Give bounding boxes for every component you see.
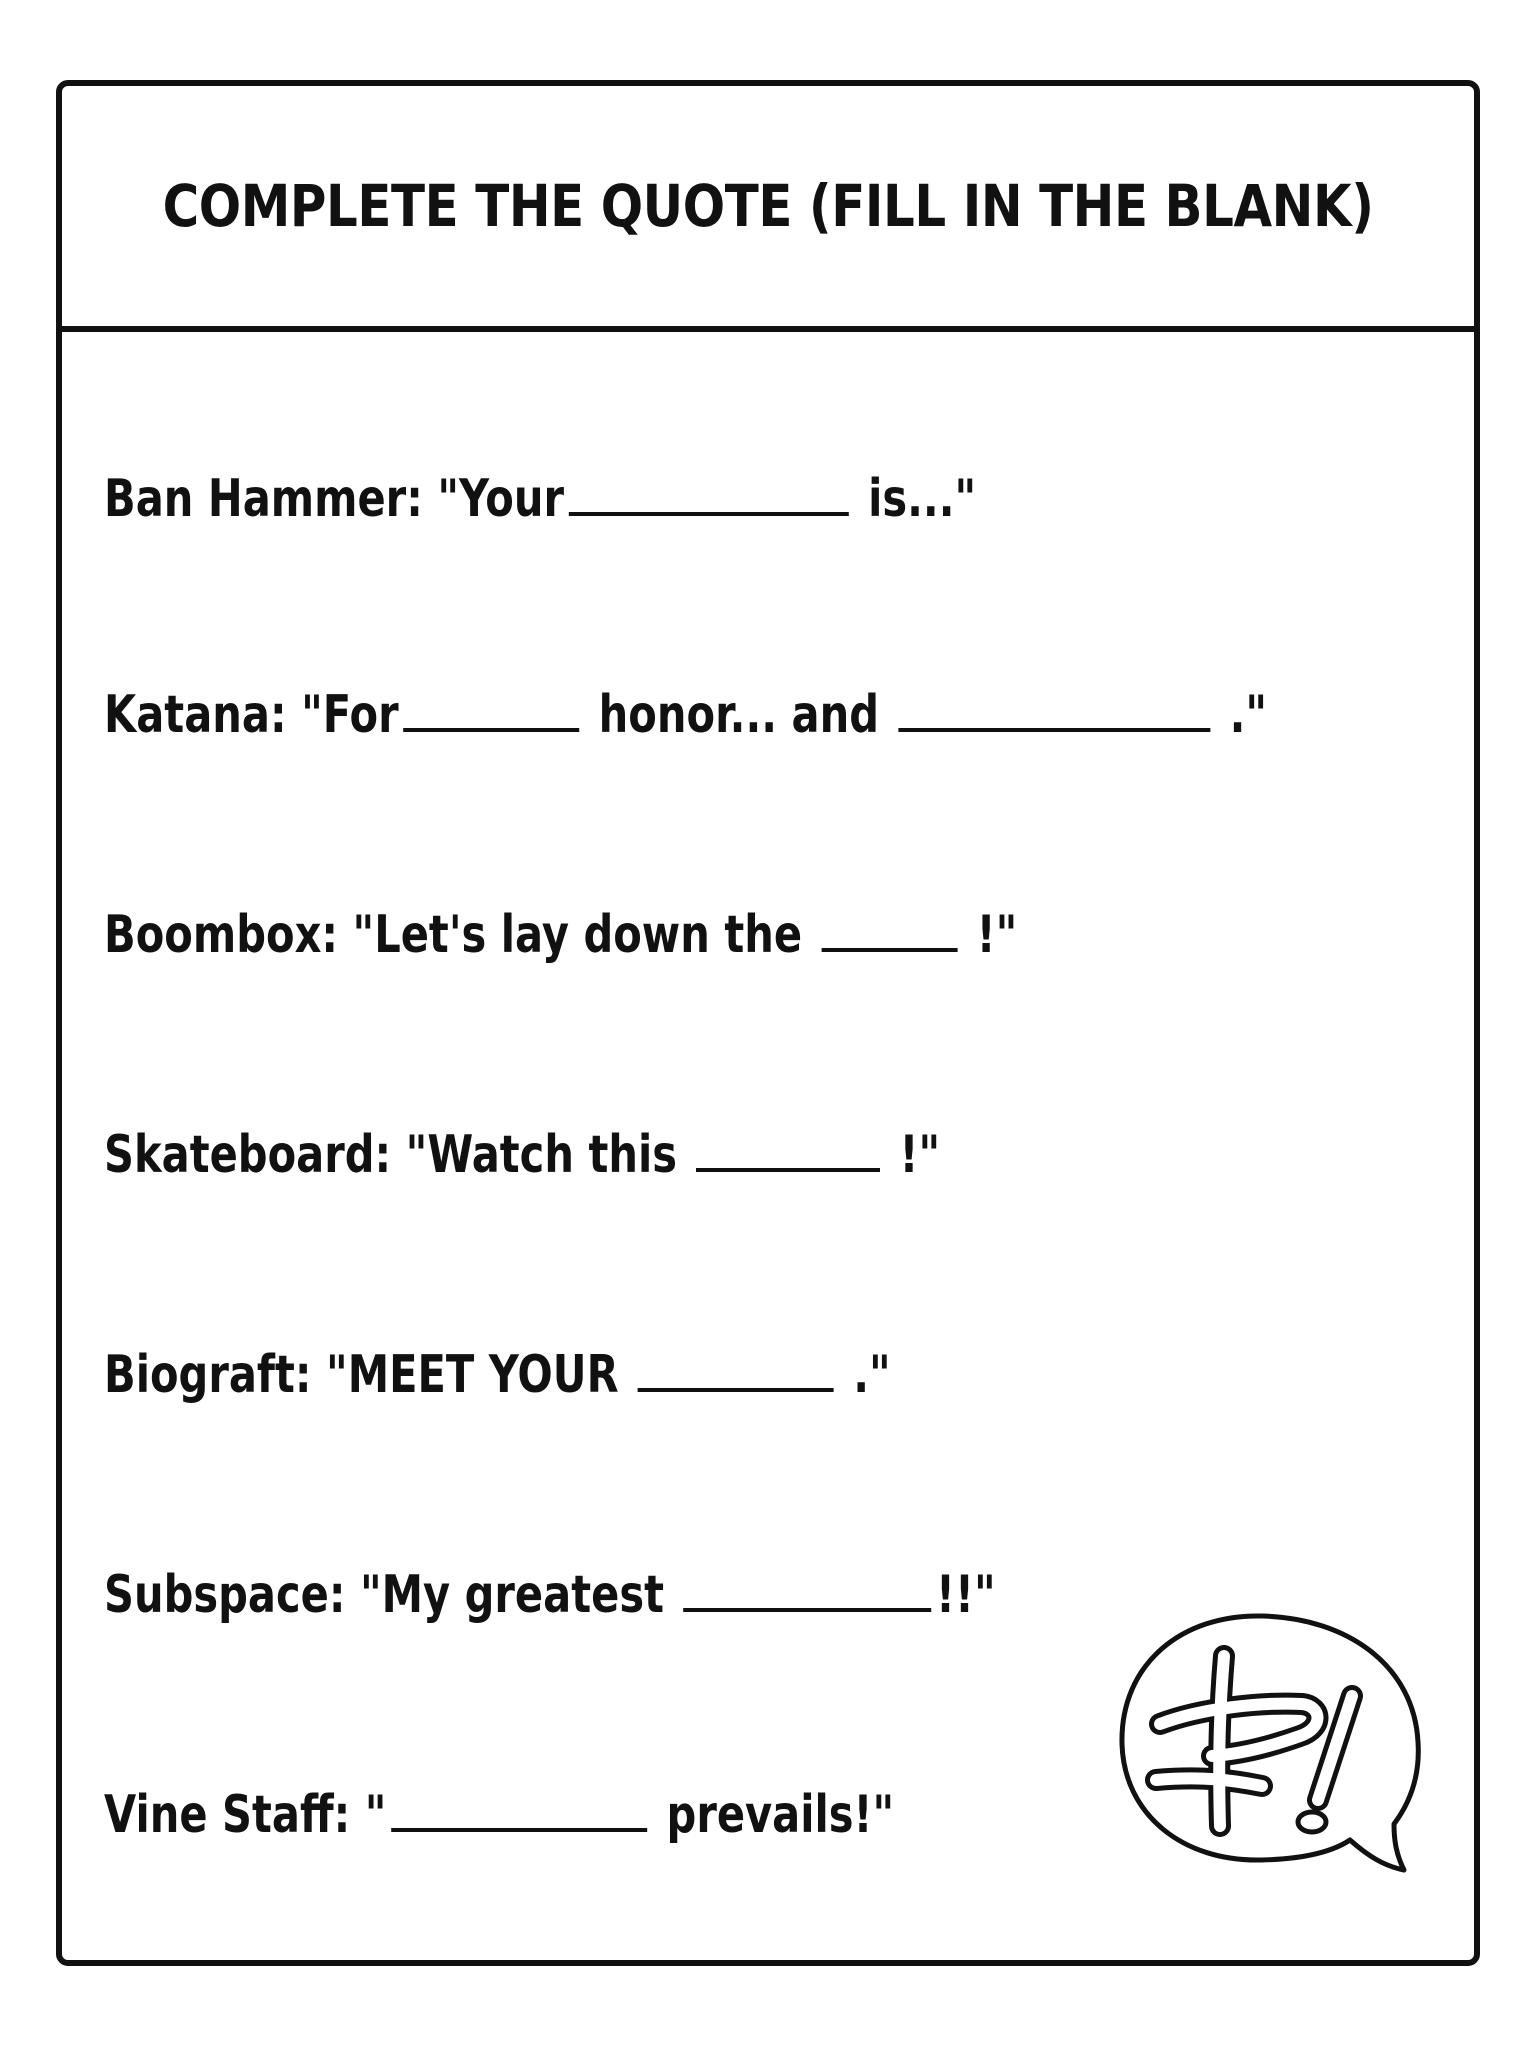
- quote-boombox: [104, 902, 1017, 965]
- quote-text-before: "MEET YOUR: [326, 1345, 619, 1405]
- speech-bubble-logo-icon: [1112, 1604, 1432, 1884]
- quote-text-before: "For: [301, 685, 399, 745]
- answer-blank[interactable]: [569, 466, 849, 516]
- quote-text-before: "Your: [437, 469, 565, 529]
- quote-text-after: is...": [868, 469, 977, 529]
- quote-text-after: prevails!": [666, 1785, 895, 1845]
- quote-skateboard: [104, 1122, 940, 1185]
- quote-text-before: "Let's lay down the: [352, 905, 803, 965]
- page-title: COMPLETE THE QUOTE (FILL IN THE BLANK): [162, 172, 1374, 240]
- answer-blank[interactable]: [898, 682, 1210, 732]
- quote-text-after: !!": [936, 1565, 996, 1625]
- answer-blank[interactable]: [638, 1342, 834, 1392]
- quote-subspace: [104, 1562, 996, 1625]
- quote-text-before: "Watch this: [405, 1125, 677, 1185]
- quote-speaker: Vine Staff:: [104, 1785, 351, 1845]
- quote-text-before: "My greatest: [359, 1565, 664, 1625]
- quote-text-after: !": [976, 905, 1018, 965]
- quote-katana: [104, 682, 1267, 745]
- title-box: [62, 86, 1474, 332]
- quote-speaker: Ban Hammer:: [104, 469, 423, 529]
- answer-blank[interactable]: [403, 682, 579, 732]
- quote-speaker: Subspace:: [104, 1565, 346, 1625]
- quote-speaker: Skateboard:: [104, 1125, 392, 1185]
- quote-biograft: [104, 1342, 891, 1405]
- quote-text-after: .": [1229, 685, 1268, 745]
- answer-blank[interactable]: [821, 902, 957, 952]
- quote-speaker: Biograft:: [104, 1345, 312, 1405]
- quote-text-after: !": [899, 1125, 941, 1185]
- quote-text-middle: honor... and: [598, 685, 880, 745]
- answer-blank[interactable]: [391, 1782, 647, 1832]
- quote-text-before: ": [364, 1785, 387, 1845]
- quote-speaker: Boombox:: [104, 905, 339, 965]
- quote-ban-hammer: [104, 466, 976, 529]
- answer-blank[interactable]: [696, 1122, 880, 1172]
- answer-blank[interactable]: [683, 1562, 931, 1612]
- quote-speaker: Katana:: [104, 685, 287, 745]
- quote-text-after: .": [853, 1345, 891, 1405]
- quote-vine-staff: [104, 1782, 894, 1845]
